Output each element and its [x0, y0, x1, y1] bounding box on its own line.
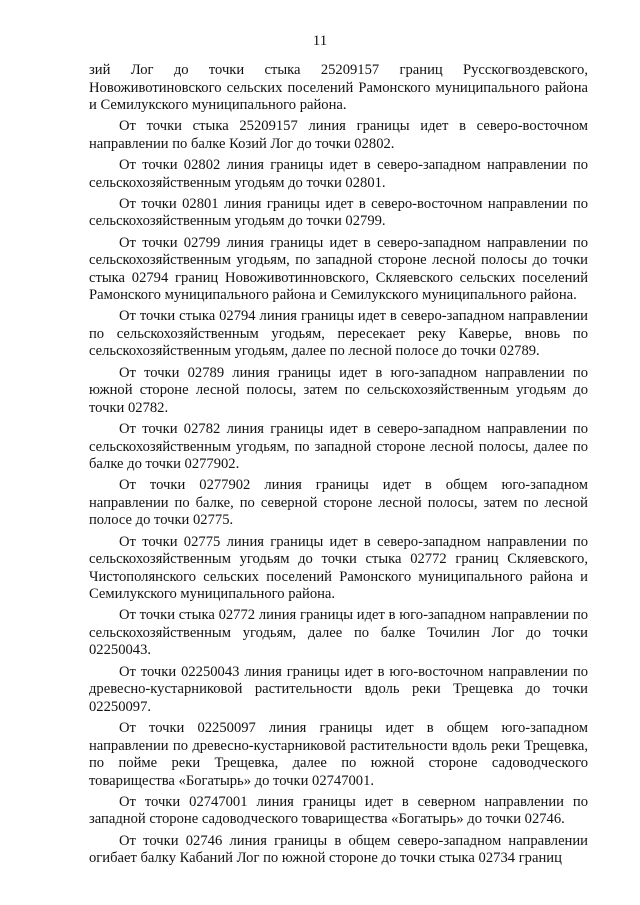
paragraph: От точки 02250097 линия границы идет в общем юго-западном направлении по древесно-кустарниковой растительности вдоль реки Трещевка, по пойме реки Трещевка, далее по южной стороне садоводческого товарищества «Богатырь» до точки 02747001.: [89, 720, 588, 789]
paragraph: От точки 02747001 линия границы идет в северном направлении по западной стороне садоводческого товарищества «Богатырь» до точки 02746.: [89, 793, 588, 828]
paragraph: От точки 02250043 линия границы идет в юго-восточном направлении по древесно-кустарниковой растительности вдоль реки Трещевка до точки 02250097.: [89, 663, 588, 715]
page-number: 11: [312, 33, 328, 49]
document-body: [89, 62, 588, 868]
paragraph: От точки стыка 02772 линия границы идет в юго-западном направлении по сельскохозяйственным угодьям, далее по балке Точилин Лог до точки 02250043.: [89, 607, 588, 659]
paragraph: От точки стыка 25209157 линия границы идет в северо-восточном направлении по балке Козий Лог до точки 02802.: [89, 118, 588, 152]
paragraph: От точки 02802 линия границы идет в северо-западном направлении по сельскохозяйственным угодьям до точки 02801.: [89, 157, 588, 191]
paragraph: От точки 02801 линия границы идет в северо-восточном направлении по сельскохозяйственным угодьям до точки 02799.: [89, 195, 588, 230]
paragraph: От точки 0277902 линия границы идет в общем юго-западном направлении по балке, по северной стороне лесной полосы, затем по лесной полосе до точки 02775.: [89, 477, 588, 529]
paragraph: От точки стыка 02794 линия границы идет в северо-западном направлении по сельскохозяйственным угодьям, пересекает реку Каверье, вновь по сельскохозяйственным угодьям, далее по лесной полосе до точки 02789.: [89, 308, 588, 360]
paragraph: От точки 02782 линия границы идет в северо-западном направлении по сельскохозяйственным угодьям, по западной стороне лесной полосы, далее по балке до точки 0277902.: [89, 421, 588, 473]
paragraph: зий Лог до точки стыка 25209157 границ Русскогвоздевского, Новоживотиновского сельских поселений Рамонского муниципального района и Семилукского муниципального района.: [89, 62, 588, 113]
paragraph: От точки 02746 линия границы в общем северо-западном направлении огибает балку Кабаний Лог по южной стороне до точки стыка 02734 границ: [89, 832, 588, 867]
paragraph: От точки 02775 линия границы идет в северо-западном направлении по сельскохозяйственным угодьям до точки стыка 02772 границ Скляевского, Чистополянского сельских поселений Рамонского муниципального района и Семилукского муниципального района.: [89, 533, 588, 603]
paragraph: От точки 02799 линия границы идет в северо-западном направлении по сельскохозяйственным угодьям, по западной стороне лесной полосы до точки стыка 02794 границ Новоживотинновского, Скляевского сельских поселений Рамонского муниципального района и Семилукского муниципального района.: [89, 234, 588, 304]
paragraph: От точки 02789 линия границы идет в юго-западном направлении по южной стороне лесной полосы, затем по сельскохозяйственным угодьям до точки 02782.: [89, 364, 588, 416]
